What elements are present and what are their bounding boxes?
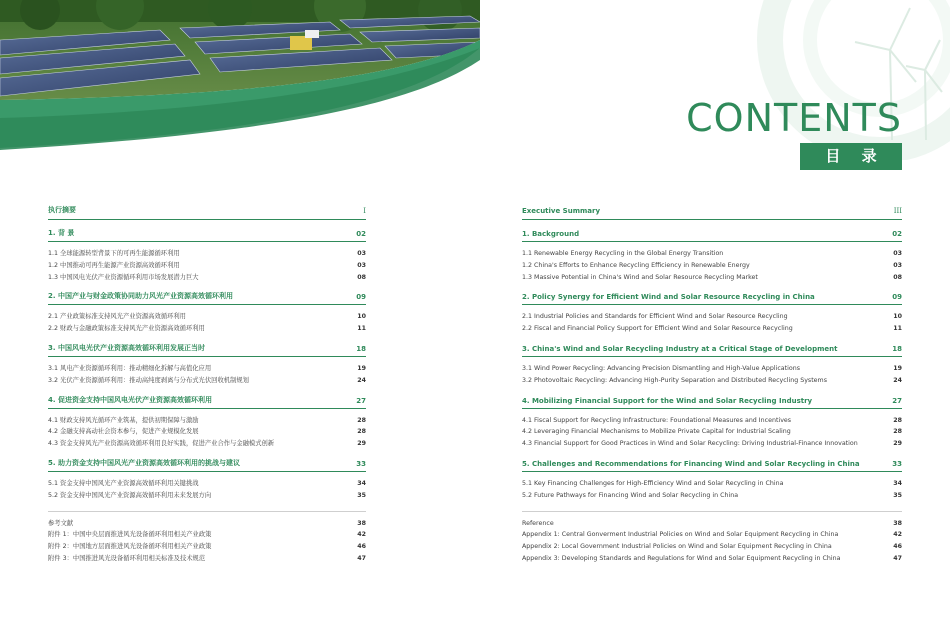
toc-item[interactable] bbox=[48, 375, 366, 387]
toc-label: 4. 促进资金支持中国风电光伏产业资源高效循环利用 bbox=[48, 395, 212, 404]
toc-section-5 bbox=[522, 458, 902, 502]
toc-item[interactable] bbox=[522, 272, 902, 284]
toc-page-number: 03 bbox=[893, 250, 902, 257]
toc-page-number: 19 bbox=[357, 364, 366, 372]
toc-item[interactable] bbox=[48, 490, 366, 502]
toc-item[interactable] bbox=[522, 490, 902, 502]
toc-label: 3.2 光伏产业资源循环利用：推动高纯度剥离与分布式光伏回收机制规划 bbox=[48, 376, 249, 384]
toc-page-number: 08 bbox=[357, 273, 366, 281]
toc-label: 附件 1：中国中央层面推进风光设备循环利用相关产业政策 bbox=[48, 531, 212, 539]
toc-page-number: 33 bbox=[356, 459, 366, 468]
toc-page-number: 47 bbox=[893, 554, 902, 562]
toc-label: Appendix 2: Local Government Industrial Policies on Wind and Solar Equipment Recycling in China bbox=[522, 543, 832, 551]
toc-item[interactable] bbox=[48, 426, 366, 438]
toc-item[interactable] bbox=[48, 438, 366, 450]
toc-page-number: I bbox=[363, 207, 366, 215]
toc-section-1 bbox=[48, 228, 366, 283]
toc-label: 4.2 Leveraging Financial Mechanisms to Mobilize Private Capital for Industrial Scaling bbox=[522, 428, 791, 436]
toc-label: 2. 中国产业与财金政策协同助力风光产业资源高效循环利用 bbox=[48, 292, 233, 301]
header-solar-farm-image bbox=[0, 0, 480, 150]
toc-english bbox=[522, 201, 902, 565]
toc-section-3 bbox=[522, 343, 902, 387]
toc-page-number: 18 bbox=[356, 344, 366, 353]
toc-section-1 bbox=[522, 228, 902, 283]
toc-label: Appendix 3: Developing Standards and Regulations for Wind and Solar Equipment Recycling in China bbox=[522, 554, 841, 562]
toc-page-number: 33 bbox=[892, 459, 902, 468]
toc-section-heading[interactable] bbox=[48, 228, 366, 242]
toc-section-2 bbox=[522, 291, 902, 335]
toc-page-number: 27 bbox=[356, 396, 366, 405]
toc-label: 4.3 资金支持风光产业资源高效循环利用良好实践，促进产业合作与金融模式创新 bbox=[48, 440, 275, 448]
toc-section-heading[interactable] bbox=[48, 343, 366, 357]
toc-label: 1.1 Renewable Energy Recycling in the Global Energy Transition bbox=[522, 250, 724, 257]
toc-label: 3. 中国风电光伏产业资源高效循环利用发展正当时 bbox=[48, 343, 205, 352]
toc-item[interactable] bbox=[48, 529, 366, 541]
toc-page-number: 42 bbox=[357, 531, 366, 539]
toc-page-number: 03 bbox=[357, 250, 366, 257]
toc-item[interactable] bbox=[48, 272, 366, 284]
toc-item[interactable] bbox=[522, 311, 902, 323]
toc-label: 2.1 产业政策标准支持风光产业资源高效循环利用 bbox=[48, 313, 186, 321]
toc-item[interactable] bbox=[48, 260, 366, 272]
toc-page-number: 03 bbox=[893, 261, 902, 269]
toc-section-heading[interactable] bbox=[522, 458, 902, 472]
toc-page-number: 29 bbox=[893, 440, 902, 448]
toc-chinese bbox=[48, 201, 366, 565]
toc-page-number: 11 bbox=[357, 325, 366, 333]
toc-page-number: 10 bbox=[357, 313, 366, 321]
toc-label: Appendix 1: Central Gonverment Industrial Policies on Wind and Solar Equipment Recycling in China bbox=[522, 531, 839, 539]
page-title: CONTENTS bbox=[686, 96, 902, 140]
toc-page-number: 46 bbox=[357, 543, 366, 551]
toc-item[interactable] bbox=[522, 363, 902, 375]
toc-page-number: 02 bbox=[892, 230, 902, 238]
toc-label: 4.1 Fiscal Support for Recycling Infrastructure: Foundational Measures and Incentives bbox=[522, 416, 792, 424]
toc-item[interactable] bbox=[48, 541, 366, 553]
toc-page-number: 28 bbox=[893, 428, 902, 436]
toc-label: 4.1 财政支持风光循环产业筑基，提供初期保障与激励 bbox=[48, 416, 199, 424]
toc-page-number: 34 bbox=[893, 479, 902, 487]
toc-page-number: III bbox=[893, 207, 902, 215]
toc-page-number: 35 bbox=[893, 491, 902, 499]
toc-label: 5.1 Key Financing Challenges for High-Efficiency Wind and Solar Recycling in China bbox=[522, 479, 784, 487]
toc-page-number: 27 bbox=[892, 396, 902, 405]
toc-page-number: 19 bbox=[893, 364, 902, 372]
toc-label: 5.2 资金支持中国风光产业资源高效循环利用未来发展方向 bbox=[48, 491, 212, 499]
toc-label: 3.1 风电产业资源循环利用：推动精细化拆解与高值化应用 bbox=[48, 364, 212, 372]
toc-label: 2.2 Fiscal and Financial Policy Support for Efficient Wind and Solar Resource Recycling bbox=[522, 325, 793, 333]
toc-label: Executive Summary bbox=[522, 207, 601, 215]
toc-item[interactable] bbox=[48, 248, 366, 260]
toc-section-heading[interactable] bbox=[48, 291, 366, 305]
toc-label: 1.1 全球能源转型背景下的可再生能源循环利用 bbox=[48, 250, 180, 257]
toc-label: 2. Policy Synergy for Efficient Wind and Solar Resource Recycling in China bbox=[522, 293, 815, 302]
toc-section-4 bbox=[48, 395, 366, 450]
toc-item[interactable] bbox=[522, 248, 902, 260]
toc-label: 1.3 Massive Potential in China's Wind and Solar Resource Recycling Market bbox=[522, 273, 758, 281]
toc-label: 1.3 中国风电光伏产业资源循环利用市场发展潜力巨大 bbox=[48, 273, 199, 281]
toc-section-heading[interactable] bbox=[522, 343, 902, 357]
toc-references bbox=[48, 511, 366, 565]
toc-item[interactable] bbox=[522, 529, 902, 541]
page-subtitle: 目 录 bbox=[800, 143, 902, 170]
toc-label: 5.1 资金支持中国风光产业资源高效循环利用关键挑战 bbox=[48, 479, 199, 487]
toc-label: 3.2 Photovoltaic Recycling: Advancing High-Purity Separation and Distributed Recycling Systems bbox=[522, 376, 827, 384]
toc-label: 1. Background bbox=[522, 230, 580, 238]
toc-label: 附件 3：中国推进风光设备循环利用相关标准及技术规范 bbox=[48, 554, 206, 562]
toc-entry-exec-summary[interactable] bbox=[522, 201, 902, 220]
toc-item[interactable] bbox=[48, 415, 366, 427]
toc-page-number: 38 bbox=[357, 519, 366, 527]
toc-page-number: 10 bbox=[893, 313, 902, 321]
toc-label: 1.2 中国推动可再生能源产业资源高效循环利用 bbox=[48, 261, 180, 269]
toc-label: 4. Mobilizing Financial Support for the Wind and Solar Recycling Industry bbox=[522, 396, 813, 405]
toc-label: 4.2 金融支持高动社会资本参与，促进产业规模化发展 bbox=[48, 428, 199, 436]
toc-page-number: 09 bbox=[892, 293, 902, 302]
toc-label: 2.1 Industrial Policies and Standards for Efficient Wind and Solar Resource Recycling bbox=[522, 313, 788, 321]
toc-item[interactable] bbox=[522, 478, 902, 490]
toc-page-number: 42 bbox=[893, 531, 902, 539]
toc-item[interactable] bbox=[48, 363, 366, 375]
toc-page-number: 38 bbox=[893, 519, 902, 527]
toc-page-number: 29 bbox=[357, 440, 366, 448]
toc-label: 执行摘要 bbox=[48, 206, 76, 214]
toc-item[interactable] bbox=[522, 518, 902, 530]
toc-item[interactable] bbox=[48, 311, 366, 323]
toc-page-number: 28 bbox=[357, 428, 366, 436]
toc-label: 5. Challenges and Recommendations for Financing Wind and Solar Recycling in China bbox=[522, 459, 860, 468]
toc-label: 附件 2：中国地方层面推进风光设备循环利用相关产业政策 bbox=[48, 543, 212, 551]
toc-section-heading[interactable] bbox=[522, 228, 902, 242]
toc-label: 2.2 财政与金融政策标准支持风光产业资源高效循环利用 bbox=[48, 325, 205, 333]
toc-page-number: 34 bbox=[357, 479, 366, 487]
toc-item[interactable] bbox=[522, 323, 902, 335]
toc-item[interactable] bbox=[522, 415, 902, 427]
toc-item[interactable] bbox=[522, 438, 902, 450]
toc-page-number: 35 bbox=[357, 491, 366, 499]
toc-item[interactable] bbox=[522, 426, 902, 438]
toc-label: 1.2 China's Efforts to Enhance Recycling Efficiency in Renewable Energy bbox=[522, 261, 750, 269]
toc-page-number: 11 bbox=[893, 325, 902, 333]
toc-section-heading[interactable] bbox=[48, 395, 366, 409]
toc-section-heading[interactable] bbox=[48, 458, 366, 472]
toc-page-number: 03 bbox=[357, 261, 366, 269]
toc-entry-exec-summary[interactable] bbox=[48, 201, 366, 220]
toc-page-number: 09 bbox=[356, 293, 366, 302]
toc-label: Reference bbox=[522, 519, 554, 527]
toc-references bbox=[522, 511, 902, 565]
toc-page-number: 28 bbox=[357, 416, 366, 424]
toc-label: 5. 助力资金支持中国风光产业资源高效循环利用的挑战与建议 bbox=[48, 458, 240, 467]
toc-page-number: 47 bbox=[357, 554, 366, 562]
toc-section-3 bbox=[48, 343, 366, 387]
toc-page-number: 08 bbox=[893, 273, 902, 281]
toc-item[interactable] bbox=[48, 323, 366, 335]
toc-page-number: 24 bbox=[357, 376, 366, 384]
toc-section-heading[interactable] bbox=[522, 291, 902, 305]
toc-item[interactable] bbox=[48, 478, 366, 490]
toc-label: 5.2 Future Pathways for Financing Wind and Solar Recycling in China bbox=[522, 491, 739, 499]
toc-item[interactable] bbox=[522, 375, 902, 387]
toc-section-heading[interactable] bbox=[522, 395, 902, 409]
toc-section-4 bbox=[522, 395, 902, 450]
toc-label: 参考文献 bbox=[48, 519, 74, 527]
toc-label: 3. China's Wind and Solar Recycling Industry at a Critical Stage of Development bbox=[522, 344, 838, 353]
toc-section-5 bbox=[48, 458, 366, 502]
toc-label: 3.1 Wind Power Recycling: Advancing Precision Dismantling and High-Value Applications bbox=[522, 364, 800, 372]
toc-page-number: 02 bbox=[356, 230, 366, 238]
toc-section-2 bbox=[48, 291, 366, 335]
toc-item[interactable] bbox=[522, 553, 902, 565]
toc-item[interactable] bbox=[522, 260, 902, 272]
toc-label: 4.3 Financial Support for Good Practices in Wind and Solar Recycling: Driving Industrial-Finance Innovation bbox=[522, 440, 858, 448]
toc-page-number: 18 bbox=[892, 344, 902, 353]
toc-page-number: 46 bbox=[893, 543, 902, 551]
toc-page-number: 24 bbox=[893, 376, 902, 384]
toc-item[interactable] bbox=[48, 553, 366, 565]
toc-item[interactable] bbox=[48, 518, 366, 530]
toc-page-number: 28 bbox=[893, 416, 902, 424]
toc-label: 1. 背 景 bbox=[48, 229, 75, 237]
toc-item[interactable] bbox=[522, 541, 902, 553]
